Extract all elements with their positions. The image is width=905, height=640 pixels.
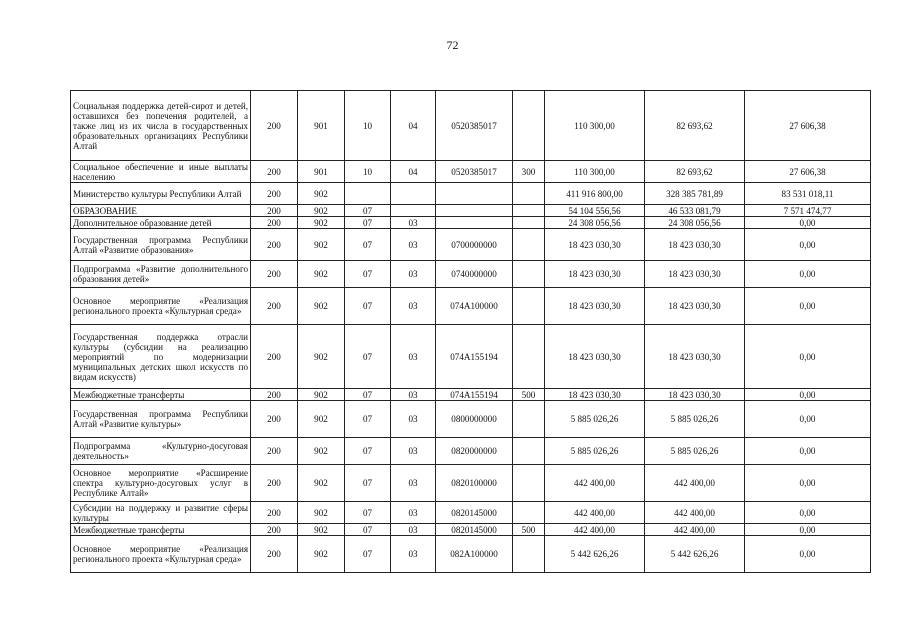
table-row xyxy=(71,205,871,217)
table-cell-expense-type xyxy=(513,261,545,288)
table-cell-name: Основное мероприятие «Расширение спектра культурно-досуговых услуг в Республике Алтай» xyxy=(71,465,251,502)
table-cell-remainder: 0,00 xyxy=(745,261,871,288)
table-cell-remainder: 27 606,38 xyxy=(745,161,871,183)
table-cell-expense-type: 300 xyxy=(513,161,545,183)
table-cell-grbs: 902 xyxy=(298,205,345,217)
table-cell-name: Основное мероприятие «Реализация регионального проекта «Культурная среда» xyxy=(71,288,251,325)
table-cell-target-article: 082A100000 xyxy=(436,536,513,573)
table-cell-planned: 411 916 800,00 xyxy=(545,183,645,205)
table-cell-grbs: 902 xyxy=(298,524,345,536)
table-cell-section: 07 xyxy=(345,536,391,573)
table-cell-subsection: 03 xyxy=(391,502,436,524)
table-cell-grbs: 902 xyxy=(298,465,345,502)
table-cell-subsection: 03 xyxy=(391,536,436,573)
table-cell-grbs: 902 xyxy=(298,183,345,205)
table-row xyxy=(71,161,871,183)
table-cell-section: 10 xyxy=(345,161,391,183)
table-cell-code: 200 xyxy=(251,438,298,465)
table-cell-name: Государственная программа Республики Алтай «Развитие образования» xyxy=(71,229,251,261)
table-cell-grbs: 902 xyxy=(298,217,345,229)
table-cell-section: 07 xyxy=(345,288,391,325)
table-cell-expense-type xyxy=(513,502,545,524)
table-cell-section: 07 xyxy=(345,217,391,229)
table-cell-remainder: 0,00 xyxy=(745,438,871,465)
table-cell-executed: 442 400,00 xyxy=(645,524,745,536)
table-row xyxy=(71,389,871,401)
table-cell-name: Государственная программа Республики Алтай «Развитие культуры» xyxy=(71,401,251,438)
table-row xyxy=(71,502,871,524)
table-row xyxy=(71,183,871,205)
table-cell-target-article: 0740000000 xyxy=(436,261,513,288)
table-cell-expense-type xyxy=(513,288,545,325)
table-cell-target-article: 0820000000 xyxy=(436,438,513,465)
table-cell-target-article xyxy=(436,183,513,205)
table-row xyxy=(71,524,871,536)
table-cell-target-article: 074A100000 xyxy=(436,288,513,325)
table-cell-executed: 82 693,62 xyxy=(645,161,745,183)
table-cell-code: 200 xyxy=(251,91,298,161)
table-cell-code: 200 xyxy=(251,536,298,573)
table-cell-planned: 18 423 030,30 xyxy=(545,229,645,261)
table-cell-code: 200 xyxy=(251,183,298,205)
table-cell-remainder: 0,00 xyxy=(745,536,871,573)
table-cell-subsection: 03 xyxy=(391,288,436,325)
table-cell-section: 07 xyxy=(345,524,391,536)
table-cell-grbs: 902 xyxy=(298,401,345,438)
budget-table xyxy=(70,90,871,573)
table-cell-remainder: 0,00 xyxy=(745,217,871,229)
table-cell-remainder: 0,00 xyxy=(745,401,871,438)
table-cell-executed: 5 442 626,26 xyxy=(645,536,745,573)
table-cell-target-article: 0800000000 xyxy=(436,401,513,438)
table-cell-remainder: 0,00 xyxy=(745,288,871,325)
table-cell-executed: 18 423 030,30 xyxy=(645,229,745,261)
table-cell-section: 07 xyxy=(345,261,391,288)
table-cell-planned: 5 885 026,26 xyxy=(545,401,645,438)
table-cell-code: 200 xyxy=(251,261,298,288)
table-cell-grbs: 901 xyxy=(298,161,345,183)
table-cell-name: Государственная поддержка отрасли культуры (субсидии на реализацию мероприятий по модернизации муниципальных детских школ искусств по видам искусств) xyxy=(71,325,251,389)
table-cell-section: 07 xyxy=(345,229,391,261)
table-row xyxy=(71,91,871,161)
table-cell-target-article: 0520385017 xyxy=(436,91,513,161)
table-cell-subsection: 04 xyxy=(391,161,436,183)
table-cell-expense-type xyxy=(513,465,545,502)
table-cell-planned: 110 300,00 xyxy=(545,161,645,183)
table-cell-target-article: 0820145000 xyxy=(436,524,513,536)
table-cell-executed: 18 423 030,30 xyxy=(645,261,745,288)
table-cell-expense-type xyxy=(513,91,545,161)
table-cell-grbs: 901 xyxy=(298,91,345,161)
table-cell-subsection xyxy=(391,205,436,217)
table-cell-expense-type: 500 xyxy=(513,389,545,401)
table-cell-remainder: 83 531 018,11 xyxy=(745,183,871,205)
table-row xyxy=(71,438,871,465)
table-cell-subsection: 03 xyxy=(391,465,436,502)
table-cell-expense-type xyxy=(513,183,545,205)
table-cell-remainder: 0,00 xyxy=(745,389,871,401)
page-number: 72 xyxy=(446,38,459,52)
table-cell-code: 200 xyxy=(251,288,298,325)
table-cell-code: 200 xyxy=(251,502,298,524)
table-cell-planned: 442 400,00 xyxy=(545,465,645,502)
table-cell-executed: 24 308 056,56 xyxy=(645,217,745,229)
table-cell-code: 200 xyxy=(251,325,298,389)
table-row xyxy=(71,261,871,288)
table-cell-executed: 18 423 030,30 xyxy=(645,288,745,325)
table-cell-remainder: 7 571 474,77 xyxy=(745,205,871,217)
table-cell-code: 200 xyxy=(251,229,298,261)
table-cell-grbs: 902 xyxy=(298,325,345,389)
table-cell-section: 07 xyxy=(345,389,391,401)
table-cell-subsection: 03 xyxy=(391,261,436,288)
table-cell-grbs: 902 xyxy=(298,261,345,288)
table-cell-section: 10 xyxy=(345,91,391,161)
table-cell-target-article: 074A155194 xyxy=(436,389,513,401)
table-cell-planned: 5 442 626,26 xyxy=(545,536,645,573)
table-cell-subsection: 03 xyxy=(391,438,436,465)
table-cell-section: 07 xyxy=(345,325,391,389)
table-cell-expense-type xyxy=(513,536,545,573)
table-cell-subsection: 03 xyxy=(391,229,436,261)
table-cell-code: 200 xyxy=(251,217,298,229)
table-cell-target-article: 0820100000 xyxy=(436,465,513,502)
table-cell-grbs: 902 xyxy=(298,438,345,465)
table-cell-executed: 82 693,62 xyxy=(645,91,745,161)
table-cell-planned: 18 423 030,30 xyxy=(545,325,645,389)
table-cell-grbs: 902 xyxy=(298,389,345,401)
table-row xyxy=(71,217,871,229)
table-cell-expense-type xyxy=(513,401,545,438)
table-cell-remainder: 0,00 xyxy=(745,524,871,536)
table-cell-remainder: 0,00 xyxy=(745,465,871,502)
table-cell-executed: 46 533 081,79 xyxy=(645,205,745,217)
table-cell-target-article xyxy=(436,205,513,217)
table-cell-remainder: 27 606,38 xyxy=(745,91,871,161)
table-cell-executed: 18 423 030,30 xyxy=(645,389,745,401)
table-cell-subsection: 03 xyxy=(391,401,436,438)
table-cell-planned: 442 400,00 xyxy=(545,502,645,524)
table-cell-expense-type: 500 xyxy=(513,524,545,536)
table-cell-name: Субсидии на поддержку и развитие сферы культуры xyxy=(71,502,251,524)
table-cell-name: Межбюджетные трансферты xyxy=(71,524,251,536)
table-cell-name: Министерство культуры Республики Алтай xyxy=(71,183,251,205)
table-row xyxy=(71,401,871,438)
table-cell-code: 200 xyxy=(251,389,298,401)
table-cell-remainder: 0,00 xyxy=(745,325,871,389)
table-cell-executed: 442 400,00 xyxy=(645,502,745,524)
table-cell-code: 200 xyxy=(251,205,298,217)
table-cell-grbs: 902 xyxy=(298,536,345,573)
table-cell-planned: 18 423 030,30 xyxy=(545,261,645,288)
table-cell-section: 07 xyxy=(345,502,391,524)
table-cell-section: 07 xyxy=(345,401,391,438)
table-cell-name: Основное мероприятие «Реализация регионального проекта «Культурная среда» xyxy=(71,536,251,573)
table-row xyxy=(71,536,871,573)
table-cell-subsection: 03 xyxy=(391,389,436,401)
table-cell-name: ОБРАЗОВАНИЕ xyxy=(71,205,251,217)
table-cell-name: Социальная поддержка детей-сирот и детей, оставшихся без попечения родителей, а также лиц из их числа в государственных образовательных организациях Республики Алтай xyxy=(71,91,251,161)
table-cell-expense-type xyxy=(513,205,545,217)
table-cell-expense-type xyxy=(513,438,545,465)
table-cell-remainder: 0,00 xyxy=(745,229,871,261)
table-cell-section: 07 xyxy=(345,465,391,502)
table-cell-planned: 110 300,00 xyxy=(545,91,645,161)
table-row xyxy=(71,229,871,261)
table-cell-subsection: 04 xyxy=(391,91,436,161)
table-cell-executed: 5 885 026,26 xyxy=(645,401,745,438)
table-row xyxy=(71,325,871,389)
table-cell-subsection: 03 xyxy=(391,524,436,536)
table-cell-expense-type xyxy=(513,217,545,229)
table-cell-name: Подпрограмма «Развитие дополнительного образования детей» xyxy=(71,261,251,288)
table-cell-target-article xyxy=(436,217,513,229)
table-cell-grbs: 902 xyxy=(298,502,345,524)
table-cell-planned: 18 423 030,30 xyxy=(545,288,645,325)
table-cell-code: 200 xyxy=(251,401,298,438)
table-cell-subsection: 03 xyxy=(391,217,436,229)
table-cell-planned: 18 423 030,30 xyxy=(545,389,645,401)
table-cell-section: 07 xyxy=(345,205,391,217)
table-cell-planned: 5 885 026,26 xyxy=(545,438,645,465)
table-cell-executed: 5 885 026,26 xyxy=(645,438,745,465)
table-cell-planned: 442 400,00 xyxy=(545,524,645,536)
table-cell-name: Межбюджетные трансферты xyxy=(71,389,251,401)
table-cell-expense-type xyxy=(513,229,545,261)
table-cell-executed: 442 400,00 xyxy=(645,465,745,502)
table-cell-target-article: 074A155194 xyxy=(436,325,513,389)
table-cell-expense-type xyxy=(513,325,545,389)
table-cell-subsection: 03 xyxy=(391,325,436,389)
table-cell-name: Социальное обеспечение и иные выплаты населению xyxy=(71,161,251,183)
table-cell-code: 200 xyxy=(251,524,298,536)
table-cell-target-article: 0700000000 xyxy=(436,229,513,261)
table-cell-planned: 24 308 056,56 xyxy=(545,217,645,229)
table-cell-section: 07 xyxy=(345,438,391,465)
table-cell-subsection xyxy=(391,183,436,205)
table-cell-grbs: 902 xyxy=(298,288,345,325)
table-cell-target-article: 0520385017 xyxy=(436,161,513,183)
table-cell-name: Дополнительное образование детей xyxy=(71,217,251,229)
table-cell-grbs: 902 xyxy=(298,229,345,261)
table-row xyxy=(71,288,871,325)
table-cell-code: 200 xyxy=(251,465,298,502)
table-cell-executed: 328 385 781,89 xyxy=(645,183,745,205)
table-cell-executed: 18 423 030,30 xyxy=(645,325,745,389)
table-cell-remainder: 0,00 xyxy=(745,502,871,524)
table-cell-target-article: 0820145000 xyxy=(436,502,513,524)
table-cell-code: 200 xyxy=(251,161,298,183)
table-cell-planned: 54 104 556,56 xyxy=(545,205,645,217)
table-cell-section xyxy=(345,183,391,205)
table-row xyxy=(71,465,871,502)
table-cell-name: Подпрограмма «Культурно-досуговая деятельность» xyxy=(71,438,251,465)
